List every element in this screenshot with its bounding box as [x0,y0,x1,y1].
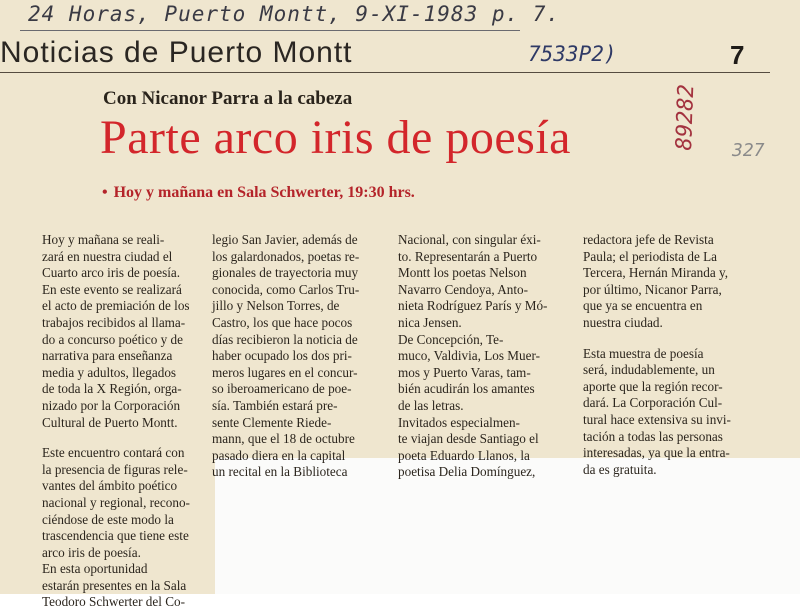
column-text-line: gionales de trayectoria muy [212,265,359,281]
column-text-line: trabajos recibidos al llama- [42,314,186,330]
column-text-line: nica Jensen. [398,314,462,330]
column-text-line: redactora jefe de Revista [583,232,714,247]
column-text-line: estarán presentes en la Sala [42,577,187,593]
column-text-line: tural hace extensiva su invi- [583,411,731,427]
column-text-line: legio San Javier, además de [212,232,358,247]
column-text-line: Invitados especialmen- [398,414,520,430]
handwritten-reference-code: 7533P2) [528,42,617,66]
column-text-line: los galardonados, poetas re- [212,248,360,264]
column-text-line: interesadas, ya que la entra- [583,445,730,461]
column-text-line: mos y Puerto Varas, tam- [398,364,531,380]
column-text-line: días recibieron la noticia de [212,331,358,347]
column-text-line: aporte que la región recor- [583,378,723,394]
column-text-line: conocida, como Carlos Tru- [212,281,360,297]
column-text-line: tación a todas las personas [583,428,723,444]
column-text-line: poetisa Delia Domínguez, [398,464,536,480]
column-text-line: nacional y regional, recono- [42,494,190,510]
column-text-line: la presencia de figuras rele- [42,461,188,477]
article-column-3 [398,232,570,481]
column-text-line: dará. La Corporación Cul- [583,395,723,411]
column-text-line: sía. También estará pre- [212,397,338,413]
column-text-line: bién acudirán los amantes [398,381,535,397]
column-text-line: de las letras. [398,397,464,413]
article-headline: Parte arco iris de poesía [100,111,571,164]
article-column-4 [583,232,753,478]
column-text-line: nizado por la Corporación [42,397,181,413]
handwritten-source-note: 24 Horas, Puerto Montt, 9-XI-1983 p. 7. [28,2,561,26]
article-column-2 [212,232,382,481]
masthead-rule [0,72,770,73]
column-text-line: Paula; el periodista de La [583,248,718,264]
column-text-line: de toda la X Región, orga- [42,381,182,397]
handwritten-underline [20,30,520,31]
column-text-line: por último, Nicanor Parra, [583,281,722,297]
column-text-line: arco iris de poesía. [42,544,141,560]
column-text-line: nuestra ciudad. [583,314,663,330]
column-text-line [583,332,753,346]
article-subhead [102,184,415,202]
handwritten-side-number: 89282 [672,83,700,151]
column-text-line: media y adultos, llegados [42,364,177,380]
column-text-line: nieta Rodríguez París y Mó- [398,298,548,314]
column-text-line: Cuarto arco iris de poesía. [42,265,181,281]
column-text-line: poeta Eduardo Llanos, la [398,447,530,463]
column-text-line: haber ocupado los dos pri- [212,348,352,364]
column-text-line: mann, que el 18 de octubre [212,431,355,447]
column-text-line: será, indudablemente, un [583,362,715,378]
column-text-line: pasado diera en la capital [212,447,346,463]
column-text-line: En esta oportunidad [42,561,148,577]
column-text-line: un recital en la Biblioteca [212,464,348,480]
column-text-line: Navarro Cendoya, Anto- [398,281,529,297]
subhead-text: Hoy y mañana en Sala Schwerter, 19:30 hrs. [113,184,415,201]
column-text-line: Tercera, Hernán Miranda y, [583,265,729,281]
column-text-line: Hoy y mañana se reali- [42,232,165,247]
column-text-line [42,431,202,445]
column-text-line: te viajan desde Santiago el [398,431,539,447]
column-text-line: ciéndose de este modo la [42,511,174,527]
column-text-line: so iberoamericano de poe- [212,381,352,397]
column-text-line: Nacional, con singular éxi- [398,232,541,247]
column-text-line: sente Clemente Riede- [212,414,332,430]
column-text-line: Este encuentro contará con [42,445,185,461]
column-text-line: Esta muestra de poesía [583,345,704,361]
article-kicker: Con Nicanor Parra a la cabeza [103,88,353,109]
column-text-line: meros lugares en el concur- [212,364,358,380]
column-text-line: el acto de premiación de los [42,298,190,314]
column-text-line: da es gratuita. [583,461,657,477]
column-text-line: vantes del ámbito poético [42,478,178,494]
section-masthead: Noticias de Puerto Montt [0,36,353,69]
handwritten-gray-number: 327 [732,140,765,161]
column-text-line: Teodoro Schwerter del Co- [42,594,185,610]
column-text-line: En este evento se realizará [42,281,182,297]
column-text-line: que ya se encuentra en [583,298,703,314]
column-text-line: Montt los poetas Nelson [398,265,527,281]
column-text-line: Cultural de Puerto Montt. [42,414,178,430]
column-text-line: muco, Valdivia, Los Muer- [398,348,540,364]
column-text-line: jillo y Nelson Torres, de [212,298,340,314]
column-text-line: Castro, los que hace pocos [212,314,353,330]
column-text-line: narrativa para enseñanza [42,348,173,364]
bullet-icon: • [102,184,108,201]
column-text-line: zará en nuestra ciudad el [42,248,173,264]
column-text-line: do a concurso poético y de [42,331,183,347]
column-text-line: trascendencia que tiene este [42,528,189,544]
column-text-line: to. Representarán a Puerto [398,248,538,264]
column-text-line: De Concepción, Te- [398,331,504,347]
page-number: 7 [730,40,745,70]
article-column-1 [42,232,202,611]
